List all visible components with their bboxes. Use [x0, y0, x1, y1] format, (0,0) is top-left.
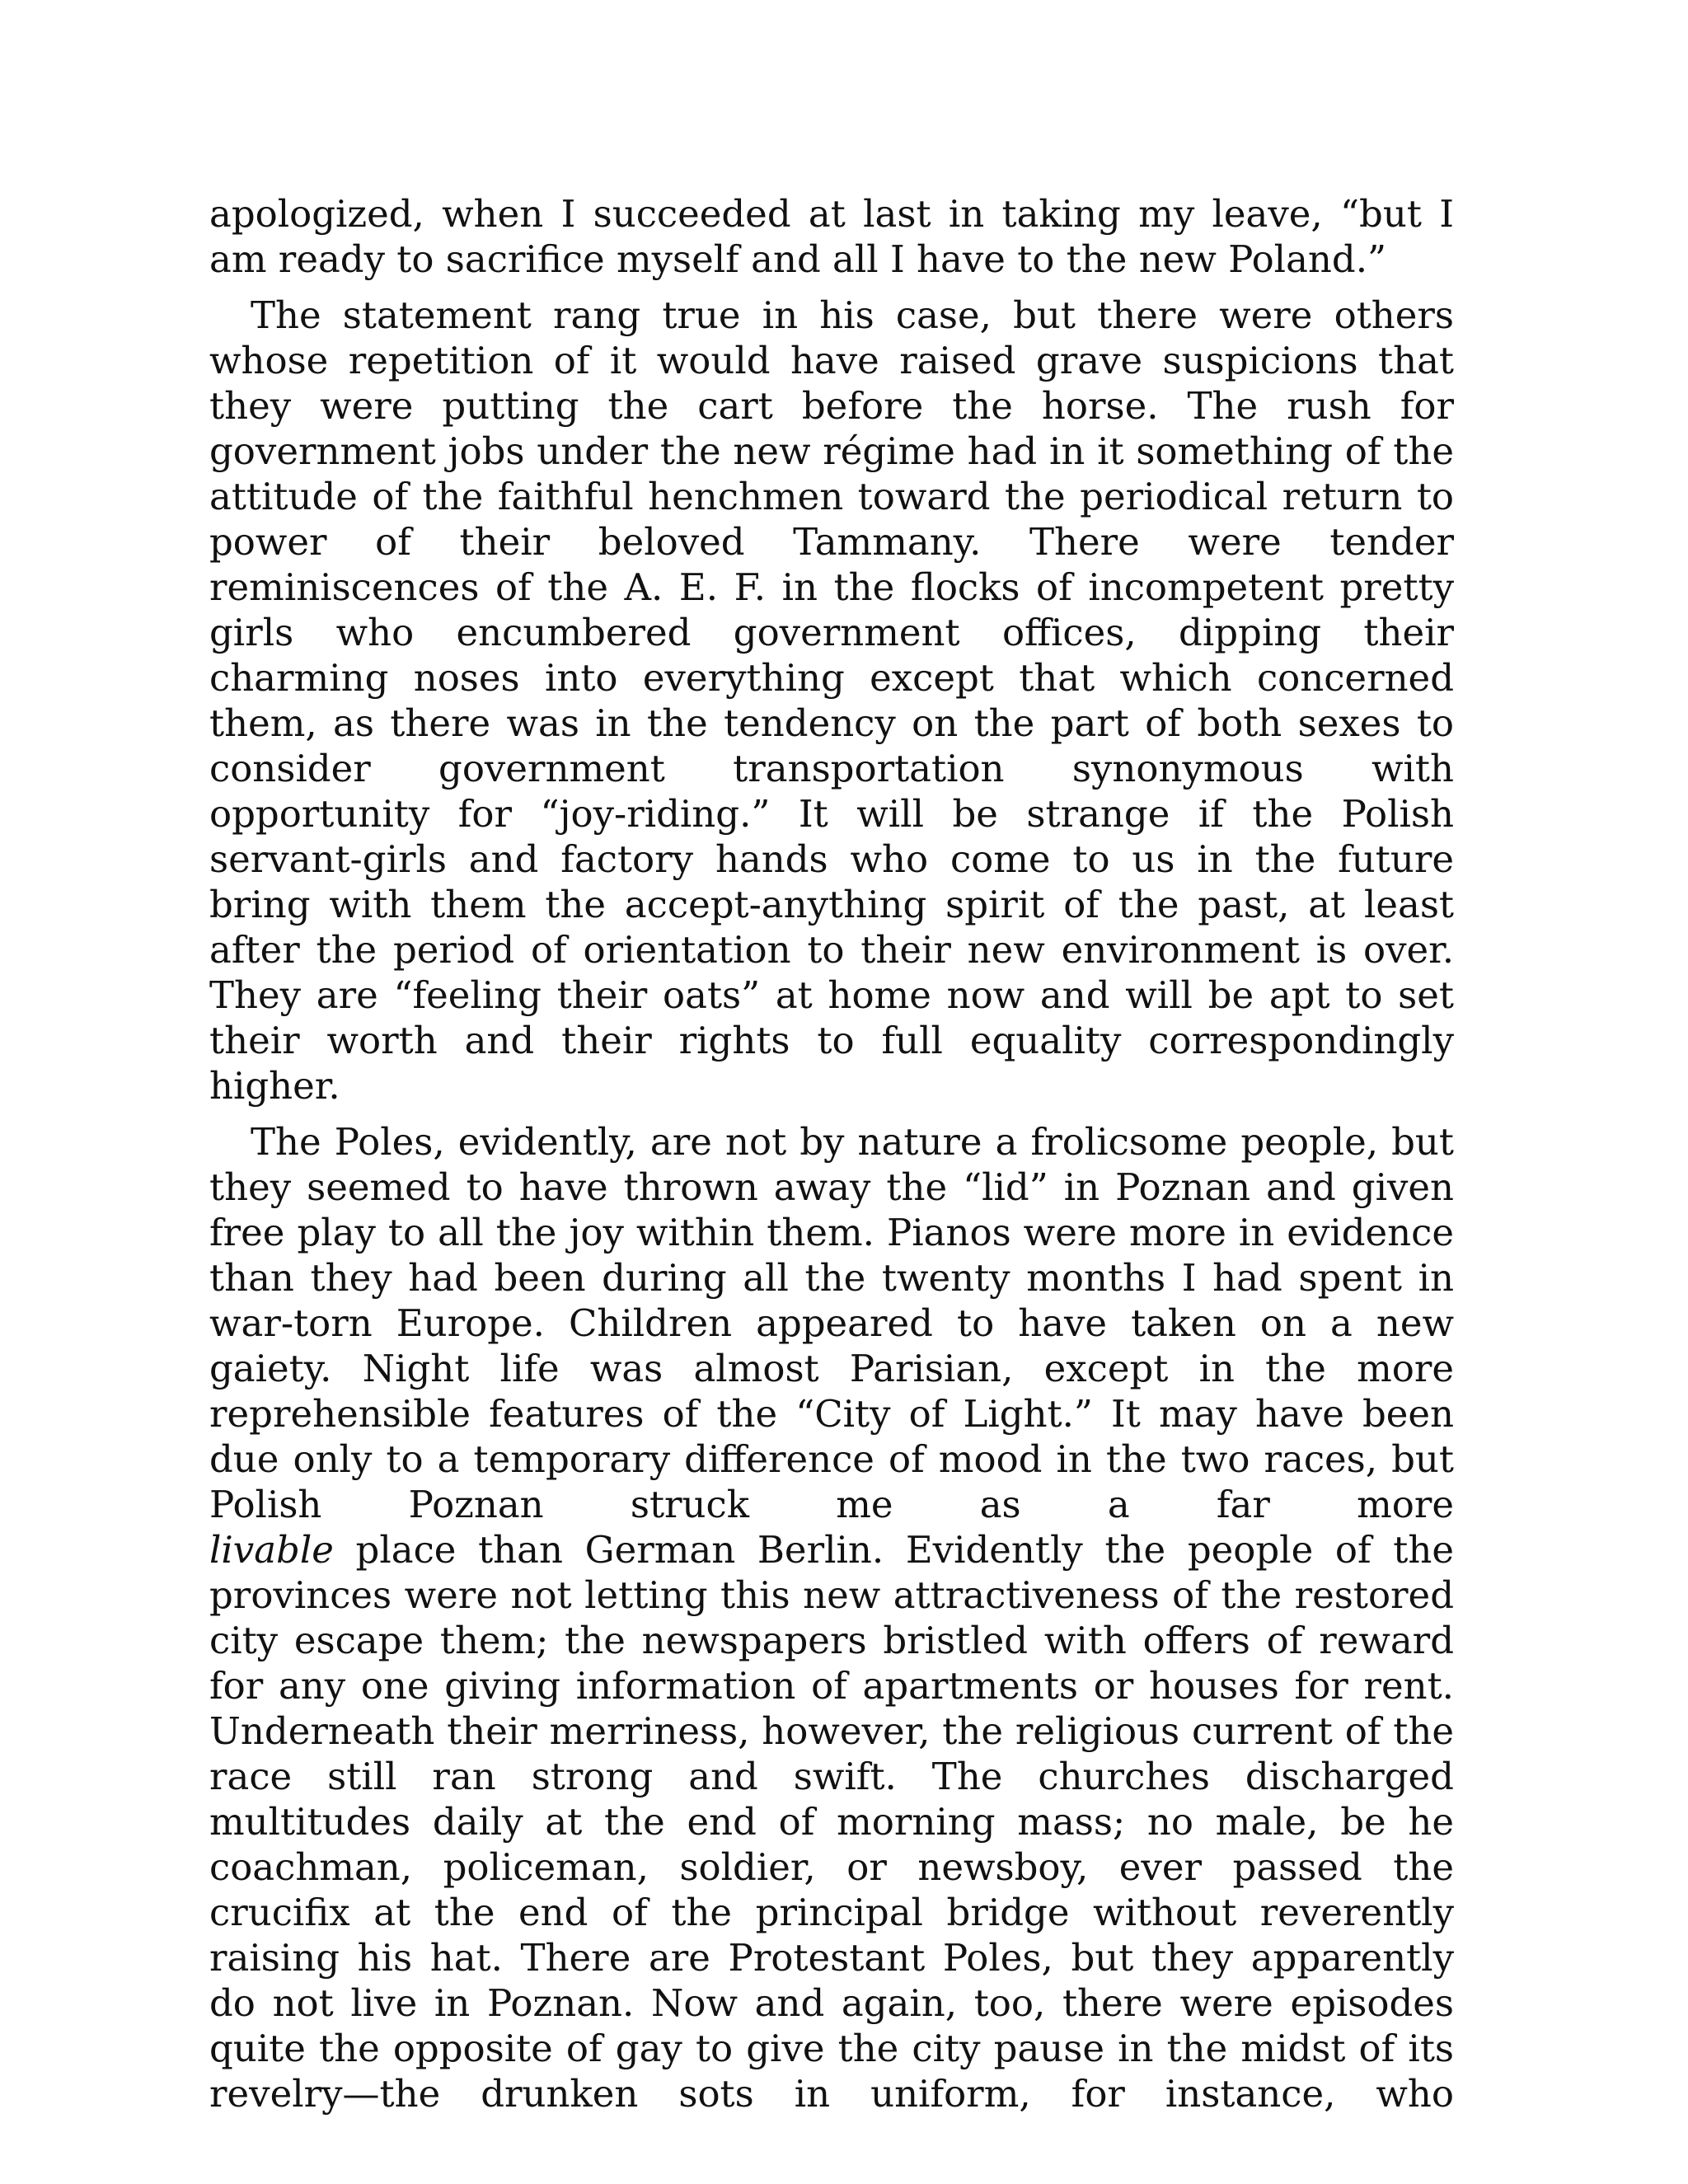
- paragraph-government-jobs: The statement rang true in his case, but there were others whose repetition of it would have raised grave suspicions that they were putting the cart before the horse. The rush for government jobs under the new régime had in it something of the attitude of the faithful henchmen toward the periodical return to power of their beloved Tammany. There were tender reminiscences of the A. E. F. in the flocks of incompetent pretty girls who encumbered government offices, dipping their charming noses into everything except that which concerned them, as there was in the tendency on the part of both sexes to consider government transportation synonymous with opportunity for “joy-riding.” It will be strange if the Polish servant-girls and factory hands who come to us in the future bring with them the accept-anything spirit of the past, at least after the period of orientation to their new environment is over. They are “feeling their oats” at home now and will be apt to set their worth and their rights to full equality correspondingly higher.: [209, 293, 1454, 1108]
- italic-word: livable: [209, 1528, 334, 1572]
- paragraph-poznan-life: [209, 1119, 1454, 2116]
- page-text-block: [209, 191, 1454, 2127]
- paragraph-text-before-italic: The Poles, evidently, are not by nature a frolicsome people, but they seemed to have thrown away the “lid” in Poznan and given free play to all the joy within them. Pianos were more in evidence than they had been during all the twenty months I had spent in war-torn Europe. Children appeared to have taken on a new gaiety. Night life was almost Parisian, except in the more reprehensible features of the “City of Light.” It may have been due only to a temporary difference of mood in the two races, but Polish Poznan struck me as a far more: [209, 1120, 1454, 1526]
- paragraph-continued: apologized, when I succeeded at last in taking my leave, “but I am ready to sacrifice myself and all I have to the new Poland.”: [209, 192, 1454, 281]
- paragraph-text-after-italic: place than German Berlin. Evidently the people of the provinces were not letting this new attractiveness of the restored city escape them; the newspapers bristled with offers of reward for any one giving information of apartments or houses for rent. Underneath their merriness, however, the religious current of the race still ran strong and swift. The churches discharged multitudes daily at the end of morning mass; no male, be he coachman, policeman, soldier, or newsboy, ever passed the crucifix at the end of the principal bridge without reverently raising his hat. There are Protestant Poles, but they apparently do not live in Poznan. Now and again, too, there were episodes quite the opposite of gay to give the city pause in the midst of its revelry—the drunken sots in uniform, for instance, who: [209, 1528, 1454, 2116]
